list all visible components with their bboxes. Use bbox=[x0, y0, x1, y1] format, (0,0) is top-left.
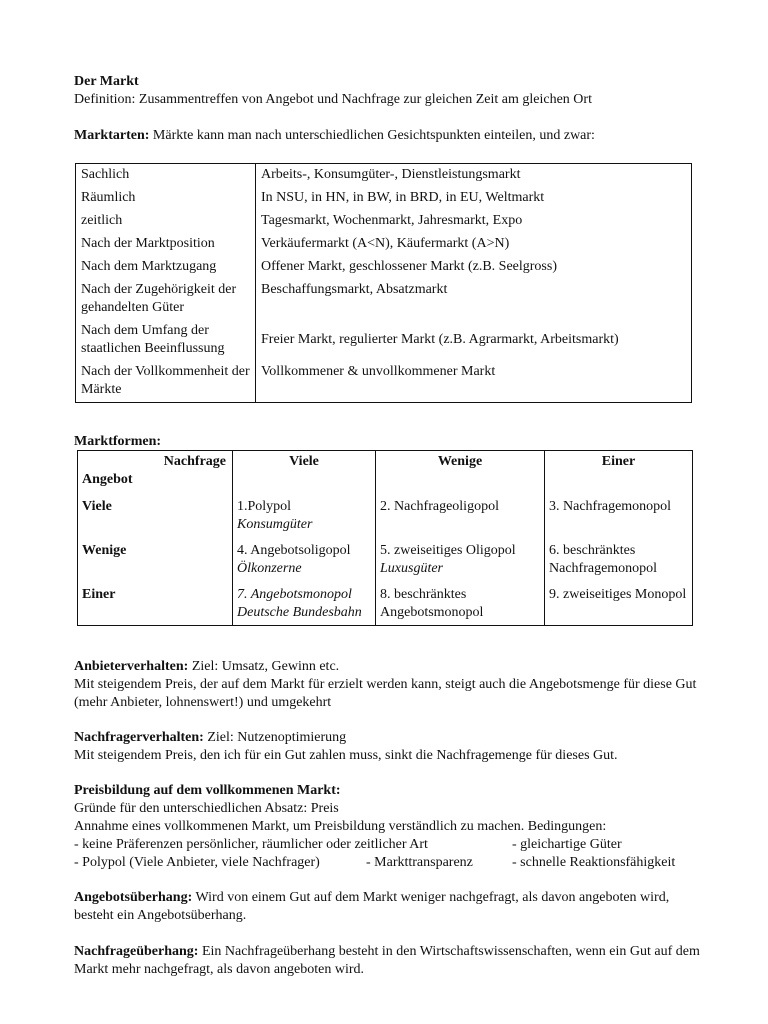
table-cell: Beschaffungsmarkt, Absatzmarkt bbox=[256, 279, 692, 320]
marktarten-label: Marktarten: bbox=[74, 128, 150, 143]
condition-item: - Markttransparenz bbox=[366, 855, 473, 870]
nachfrageueberhang-text: Ein Nachfrageüberhang besteht in den Wirtschaftswissenschaften, wenn ein Gut auf dem Markt mehr nachgefragt, als davon angeboten wird. bbox=[74, 944, 700, 977]
table-cell: Freier Markt, regulierter Markt (z.B. Agrarmarkt, Arbeitsmarkt) bbox=[256, 320, 692, 361]
table-cell: Nach der Zugehörigkeit der gehandelten Güter bbox=[76, 279, 256, 320]
cell-text: 6. beschränktes Nachfragemonopol bbox=[549, 543, 658, 576]
cell-text: 1.Polypol bbox=[237, 499, 292, 514]
marktarten-table bbox=[75, 163, 692, 403]
table-cell bbox=[376, 536, 545, 580]
cell-text: 9. zweiseitiges Monopol bbox=[549, 587, 687, 602]
table-cell: zeitlich bbox=[76, 210, 256, 233]
table-cell bbox=[545, 496, 693, 536]
table-row bbox=[76, 187, 692, 210]
column-header: Wenige bbox=[376, 451, 545, 497]
angebotsueberhang-label: Angebotsüberhang: bbox=[74, 890, 193, 905]
table-row bbox=[76, 210, 692, 233]
table-row bbox=[76, 256, 692, 279]
marktarten-text: Märkte kann man nach unterschiedlichen Gesichtspunkten einteilen, und zwar: bbox=[149, 128, 595, 143]
cell-example: Luxusgüter bbox=[380, 561, 443, 576]
table-cell bbox=[233, 580, 376, 626]
table-cell: Nach der Vollkommenheit der Märkte bbox=[76, 361, 256, 403]
condition-item: - Polypol (Viele Anbieter, viele Nachfrager) bbox=[74, 855, 320, 870]
nachfrager-goal: Ziel: Nutzenoptimierung bbox=[203, 730, 347, 745]
table-cell: Sachlich bbox=[76, 164, 256, 188]
row-header: Viele bbox=[78, 496, 233, 536]
cell-example: Konsumgüter bbox=[237, 517, 313, 532]
page-title: Der Markt bbox=[74, 74, 139, 89]
preisbildung-label: Preisbildung auf dem vollkommenen Markt: bbox=[74, 783, 341, 798]
condition-item: - gleichartige Güter bbox=[512, 837, 622, 852]
corner-cell bbox=[78, 451, 233, 497]
cell-text: 3. Nachfragemonopol bbox=[549, 499, 672, 514]
nachfrager-label: Nachfragerverhalten: bbox=[74, 730, 204, 745]
cell-text: 8. beschränktes Angebotsmonopol bbox=[380, 587, 484, 620]
table-row bbox=[76, 164, 692, 188]
row-header: Wenige bbox=[78, 536, 233, 580]
marktformen-heading bbox=[74, 433, 704, 451]
condition-item: - schnelle Reaktionsfähigkeit bbox=[512, 855, 676, 870]
cell-example: 7. Angebotsmonopol Deutsche Bundesbahn bbox=[237, 587, 362, 620]
table-cell: Nach dem Marktzugang bbox=[76, 256, 256, 279]
nachfrage-label: Nachfrage bbox=[163, 454, 226, 469]
cell-text: 4. Angebotsoligopol bbox=[237, 543, 351, 558]
table-cell bbox=[376, 580, 545, 626]
angebotsueberhang-section bbox=[74, 889, 704, 925]
anbieter-section bbox=[74, 658, 704, 712]
table-row bbox=[76, 279, 692, 320]
table-cell: Nach dem Umfang der staatlichen Beeinflussung bbox=[76, 320, 256, 361]
preisbildung-line: Annahme eines vollkommenen Markt, um Preisbildung verständlich zu machen. Bedingungen: bbox=[74, 819, 607, 834]
marktformen-label: Marktformen: bbox=[74, 434, 162, 449]
angebot-label: Angebot bbox=[82, 472, 133, 487]
marktformen-table bbox=[77, 450, 693, 626]
table-cell: In NSU, in HN, in BW, in BRD, in EU, Weltmarkt bbox=[256, 187, 692, 210]
table-cell: Verkäufermarkt (A<N), Käufermarkt (A>N) bbox=[256, 233, 692, 256]
table-cell bbox=[376, 496, 545, 536]
anbieter-goal: Ziel: Umsatz, Gewinn etc. bbox=[188, 659, 340, 674]
nachfrager-section bbox=[74, 729, 704, 765]
condition-item: - keine Präferenzen persönlicher, räumlicher oder zeitlicher Art bbox=[74, 837, 428, 852]
anbieter-label: Anbieterverhalten: bbox=[74, 659, 189, 674]
table-cell: Vollkommener & unvollkommener Markt bbox=[256, 361, 692, 403]
table-cell: Tagesmarkt, Wochenmarkt, Jahresmarkt, Expo bbox=[256, 210, 692, 233]
table-row bbox=[78, 580, 693, 626]
angebotsueberhang-text: Wird von einem Gut auf dem Markt weniger nachgefragt, als davon angeboten wird, besteht ein Angebotsüberhang. bbox=[74, 890, 670, 923]
table-row bbox=[76, 361, 692, 403]
table-row bbox=[78, 536, 693, 580]
nachfrageueberhang-section bbox=[74, 943, 704, 979]
table-cell: Räumlich bbox=[76, 187, 256, 210]
table-cell: Offener Markt, geschlossener Markt (z.B. Seelgross) bbox=[256, 256, 692, 279]
intro-section bbox=[74, 73, 704, 109]
nachfrager-text: Mit steigendem Preis, den ich für ein Gut zahlen muss, sinkt die Nachfragemenge für dieses Gut. bbox=[74, 748, 618, 763]
column-header: Viele bbox=[233, 451, 376, 497]
table-row bbox=[78, 496, 693, 536]
column-header: Einer bbox=[545, 451, 693, 497]
cell-example: Ölkonzerne bbox=[237, 561, 302, 576]
table-cell: Arbeits-, Konsumgüter-, Dienstleistungsmarkt bbox=[256, 164, 692, 188]
table-row bbox=[76, 320, 692, 361]
marktarten-intro bbox=[74, 127, 704, 145]
anbieter-text: Mit steigendem Preis, der auf dem Markt für erzielt werden kann, steigt auch die Angebotsmenge für diese Gut (mehr Anbieter, lohnenswert!) und umgekehrt bbox=[74, 677, 697, 710]
preisbildung-line: Gründe für den unterschiedlichen Absatz: Preis bbox=[74, 801, 339, 816]
definition-text: Definition: Zusammentreffen von Angebot und Nachfrage zur gleichen Zeit am gleichen Ort bbox=[74, 92, 592, 107]
row-header: Einer bbox=[78, 580, 233, 626]
table-row bbox=[76, 233, 692, 256]
preisbildung-section bbox=[74, 782, 734, 872]
nachfrageueberhang-label: Nachfrageüberhang: bbox=[74, 944, 199, 959]
cell-text: 5. zweiseitiges Oligopol bbox=[380, 543, 516, 558]
cell-text: 2. Nachfrageoligopol bbox=[380, 499, 499, 514]
table-cell bbox=[545, 580, 693, 626]
table-cell bbox=[545, 536, 693, 580]
table-cell: Nach der Marktposition bbox=[76, 233, 256, 256]
table-header-row bbox=[78, 451, 693, 497]
table-cell bbox=[233, 536, 376, 580]
conditions-row bbox=[74, 836, 734, 854]
conditions-row bbox=[74, 854, 734, 872]
table-cell bbox=[233, 496, 376, 536]
